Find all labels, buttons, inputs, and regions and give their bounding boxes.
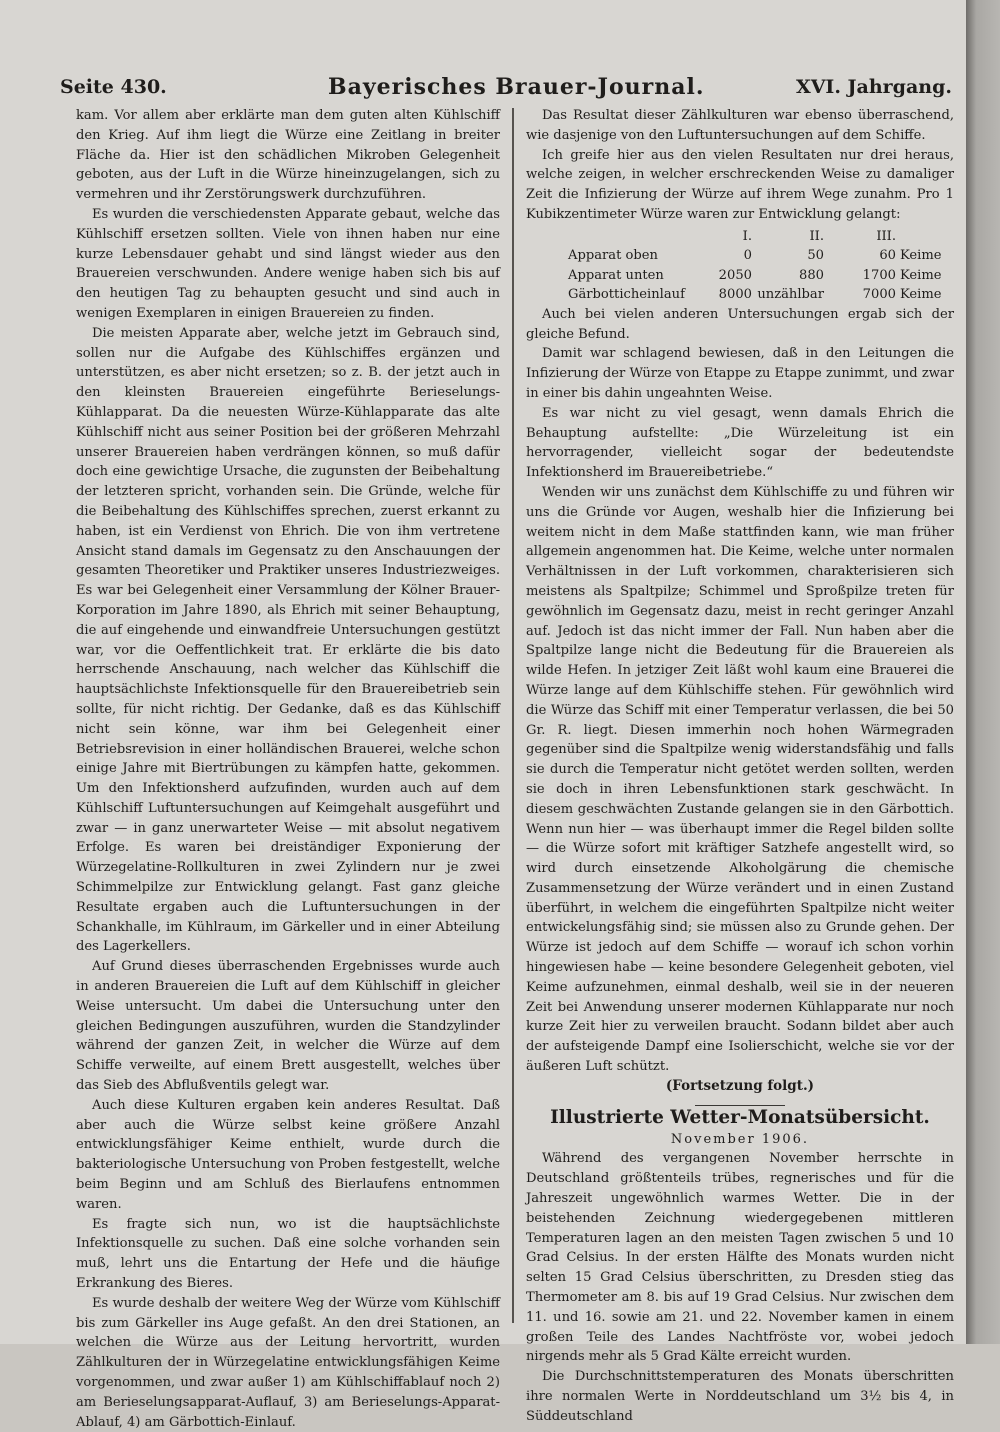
table-header: [896, 227, 942, 247]
right-column: [526, 106, 954, 1427]
table-cell: 60: [879, 248, 896, 264]
table-header: II.: [809, 228, 824, 244]
journal-title: Bayerisches Brauer-Journal.: [328, 74, 705, 100]
left-paragraph: Auch diese Kulturen ergaben kein anderes Resultat. Daß aber auch die Würze selbst keine größere Anzahl entwicklungsfähiger Keime enthielt, wurde durch die bakteriologische Untersuchung von Proben festgestellt, welche beim Beginn und am Schluß des Bierlaufens entnommen waren.: [76, 1097, 500, 1212]
left-paragraph: Die meisten Apparate aber, welche jetzt im Gebrauch sind, sollen nur die Aufgabe des Kühlschiffes ergänzen und unterstützen, es aber nicht ersetzen; so z. B. der jetzt auch in den kleinsten Brauereien eingeführte Berieselungs-Kühlapparat. Da die neuesten Würze-Kühlapparate das alte Kühlschiff nicht aus seiner Position bei der größeren Mehrzahl unserer Brauereien haben verdrängen können, so muß dafür doch eine gewichtige Ursache, die zugunsten der Beibehaltung der letzteren spricht, vorhanden sein. Die Gründe, welche für die Beibehaltung des Kühlschiffes sprechen, zuerst erkannt zu haben, ist ein Verdienst von Ehrich. Die von ihm vertretene Ansicht stand damals im Gegensatz zu den Anschauungen der gesamten Theoretiker und Praktiker unseres Industriezweiges. Es war bei Gelegenheit einer Versammlung der Kölner Brauer-Korporation im Jahre 1890, als Ehrich mit seiner Behauptung, die auf eingehende und einwandfreie Untersuchungen gestützt war, vor die Oeffentlichkeit trat. Er erklärte die bis dato herrschende Anschauung, nach welcher das Kühlschiff die hauptsächlichste Infektionsquelle für den Brauereibetrieb sein sollte, für nicht richtig. Der Gedanke, daß es das Kühlschiff nicht sein könne, war ihm bei Gelegenheit einer Betriebsrevision in einer holländischen Brauerei, welche schon einige Jahre mit Biertrübungen zu kämpfen hatte, gekommen. Um den Infektionsherd aufzufinden, wurden auch auf dem Kühlschiff Luftuntersuchungen auf Keimgehalt ausgeführt und zwar — in ganz unerwarteter Weise — mit absolut negativem Erfolge. Es waren bei dreiständiger Exponierung der Würzegelatine-Rollkulturen in zwei Zylindern nur je zwei Schimmelpilze zur Entwicklung gelangt. Fast ganz gleiche Resultate ergaben auch die Luftuntersuchungen in der Schankhalle, im Kühlraum, im Gärkeller und in einer Abteilung des Lagerkellers.: [76, 325, 500, 955]
table-header-row: [568, 227, 942, 247]
section-subtitle: November 1906.: [670, 1131, 810, 1147]
section-title: Illustrierte Wetter-Monatsübersicht.: [550, 1106, 930, 1128]
right-paragraph: Wenden wir uns zunächst dem Kühlschiffe zu und führen wir uns die Gründe vor Augen, weshalb hier die Infizierung bei weitem nicht in dem Maße stattfinden kann, wie man früher allgemein angenommen hat. Die Keime, welche unter normalen Verhältnissen in der Luft vorkommen, charakterisieren sich meistens als Spaltpilze; Schimmel und Sproßpilze treten für gewöhnlich im Gegensatz dazu, meist in recht geringer Anzahl auf. Jedoch ist das nicht immer der Fall. Nun haben aber die Spaltpilze lange nicht die Bedeutung für die Brauereien als wilde Hefen. In jetziger Zeit läßt wohl kaum eine Brauerei die Würze lange auf dem Kühlschiffe stehen. Für gewöhnlich wird die Würze das Schiff mit einer Temperatur verlassen, die bei 50 Gr. R. liegt. Diesen immerhin noch hohen Wärmegraden gegenüber sind die Spaltpilze wenig widerstandsfähig und falls sie durch die Temperatur nicht getötet werden sollten, werden sie doch in ihren Lebensfunktionen stark geschwächt. In diesem geschwächten Zustande gelangen sie in den Gärbottich. Wenn nun hier — was überhaupt immer die Regel bilden sollte — die Würze sofort mit kräftiger Satzhefe angestellt wird, so wird durch einsetzende Alkoholgärung die chemische Zusammensetzung der Würze verändert und in einen Zustand überführt, in welchem die eingeführten Spaltpilze nicht weiter entwickelungsfähig sind; sie müssen also zu Grunde gehen. Der Würze ist jedoch auf dem Schiffe — worauf ich schon vorhin hingewiesen habe — keine besondere Gelegenheit geboten, viel Keime aufzunehmen, einmal deshalb, weil sie in der neueren Zeit bei Anwendung unserer modernen Kühlapparate nur noch kurze Zeit hier zu verweilen braucht. Sodann bildet aber auch der aufsteigende Dampf eine Isolierschicht, welche sie vor der äußeren Luft schützt.: [526, 484, 954, 1075]
table-header: [568, 227, 690, 247]
table-cell-label: Apparat unten: [568, 267, 664, 283]
page-number: Seite 430.: [60, 76, 167, 98]
column-divider: [512, 108, 514, 1323]
table-cell-unit: Keime: [900, 287, 942, 303]
table-header: III.: [876, 228, 896, 244]
left-paragraph: Es fragte sich nun, wo ist die hauptsächlichste Infektionsquelle zu suchen. Daß eine solche vorhanden sein muß, lehrt uns die Entartung der Hefe und die häufige Erkrankung des Bieres.: [76, 1216, 500, 1292]
right-paragraph: Es war nicht zu viel gesagt, wenn damals Ehrich die Behauptung aufstellte: „Die Würzeleitung ist ein hervorragender, vielleicht sogar der bedeutendste Infektionsherd im Brauereibetriebe.“: [526, 405, 954, 481]
right-paragraph: Ich greife hier aus den vielen Resultaten nur drei heraus, welche zeigen, in welcher erschreckenden Weise zu damaliger Zeit die Infizierung der Würze auf ihrem Wege zunahm. Pro 1 Kubikzentimeter Würze waren zur Entwicklung gelangt:: [526, 147, 954, 222]
section-paragraph: Während des vergangenen November herrschte in Deutschland größtenteils trübes, regnerisches und für die Jahreszeit ungewöhnlich warmes Wetter. Die in der beistehenden Zeichnung wiedergegebenen mittleren Temperaturen lagen an den meisten Tagen zwischen 5 und 10 Grad Celsius. In der ersten Hälfte des Monats wurden nicht selten 15 Grad Celsius überschritten, zu Dresden stieg das Thermometer am 8. bis auf 19 Grad Celsius. Nur zwischen dem 11. und 16. sowie am 21. und 22. November kamen in einem großen Teile des Landes Nachtfröste vor, wobei jedoch nirgends mehr als 5 Grad Kälte erreicht wurden.: [526, 1151, 954, 1365]
table-cell: 2050: [718, 267, 752, 283]
germ-count-table: [568, 227, 942, 305]
table-cell: 1700: [862, 267, 896, 283]
table-cell: 0: [743, 248, 752, 264]
left-paragraph: kam. Vor allem aber erklärte man dem guten alten Kühlschiff den Krieg. Auf ihm liegt die Würze eine Zeitlang in breiter Fläche da. Hier ist den schädlichen Mikroben Gelegenheit geboten, aus der Luft in die Würze hineinzugelangen, sich zu vermehren und ihr Zerstörungswerk durchzuführen.: [76, 108, 500, 203]
table-cell: 50: [807, 248, 824, 264]
table-cell-label: Apparat oben: [568, 248, 658, 264]
table-cell: 8000: [718, 287, 752, 303]
table-cell: 880: [799, 267, 824, 283]
table-row: [568, 285, 942, 305]
left-column: [76, 106, 500, 1432]
table-cell-unit: Keime: [900, 248, 942, 264]
section-paragraph: Die Durchschnittstemperaturen des Monats überschritten ihre normalen Werte in Norddeutschland um 3½ bis 4, in Süddeutschland: [526, 1369, 954, 1424]
left-paragraph: Es wurde deshalb der weitere Weg der Würze vom Kühlschiff bis zum Gärkeller ins Auge gefaßt. An den drei Stationen, an welchen die Würze aus der Leitung hervortritt, wurden Zählkulturen der in Würzegelatine entwicklungsfähigen Keime vorgenommen, und zwar außer 1) am Kühlschiffablauf noch 2) am Berieselungsapparat-Auflauf, 3) am Berieselungs-Apparat-Ablauf, 4) am Gärbottich-Einlauf.: [76, 1295, 500, 1430]
table-header: I.: [742, 228, 752, 244]
right-paragraph: Damit war schlagend bewiesen, daß in den Leitungen die Infizierung der Würze von Etappe zu Etappe zunimmt, und zwar in einer bis dahin ungeahnten Weise.: [526, 346, 954, 401]
table-row: [568, 266, 942, 286]
continuation-note: (Fortsetzung folgt.): [665, 1077, 815, 1094]
volume-label: XVI. Jahrgang.: [795, 76, 952, 98]
page-header: [60, 72, 952, 102]
right-paragraph: Auch bei vielen anderen Untersuchungen ergab sich der gleiche Befund.: [526, 306, 954, 342]
table-cell-unit: Keime: [900, 267, 942, 283]
right-paragraph: Das Resultat dieser Zählkulturen war ebenso überraschend, wie dasjenige von den Luftuntersuchungen auf dem Schiffe.: [526, 108, 954, 143]
table-row: [568, 246, 942, 266]
page-edge-shadow: [966, 0, 1000, 1344]
table-cell-label: Gärbotticheinlauf: [568, 287, 685, 303]
table-cell: 7000: [862, 287, 896, 303]
left-paragraph: Auf Grund dieses überraschenden Ergebnisses wurde auch in anderen Brauereien die Luft auf dem Kühlschiff in gleicher Weise untersucht. Um dabei die Untersuchung unter den gleichen Bedingungen auszuführen, wurden die Standzylinder während der ganzen Zeit, in welcher die Würze auf dem Schiffe verweilte, auf einem Brett ausgestellt, welches über das Sieb des Abflußventils gelegt war.: [76, 959, 500, 1094]
left-paragraph: Es wurden die verschiedensten Apparate gebaut, welche das Kühlschiff ersetzen sollten. Viele von ihnen haben nur eine kurze Lebensdauer gehabt und sind längst wieder aus den Brauereien verschwunden. Andere wenige haben sich bis auf den heutigen Tag zu behaupten gesucht und sind auch in wenigen Exemplaren in einigen Brauereien zu finden.: [76, 206, 500, 321]
table-cell: unzählbar: [757, 287, 824, 303]
